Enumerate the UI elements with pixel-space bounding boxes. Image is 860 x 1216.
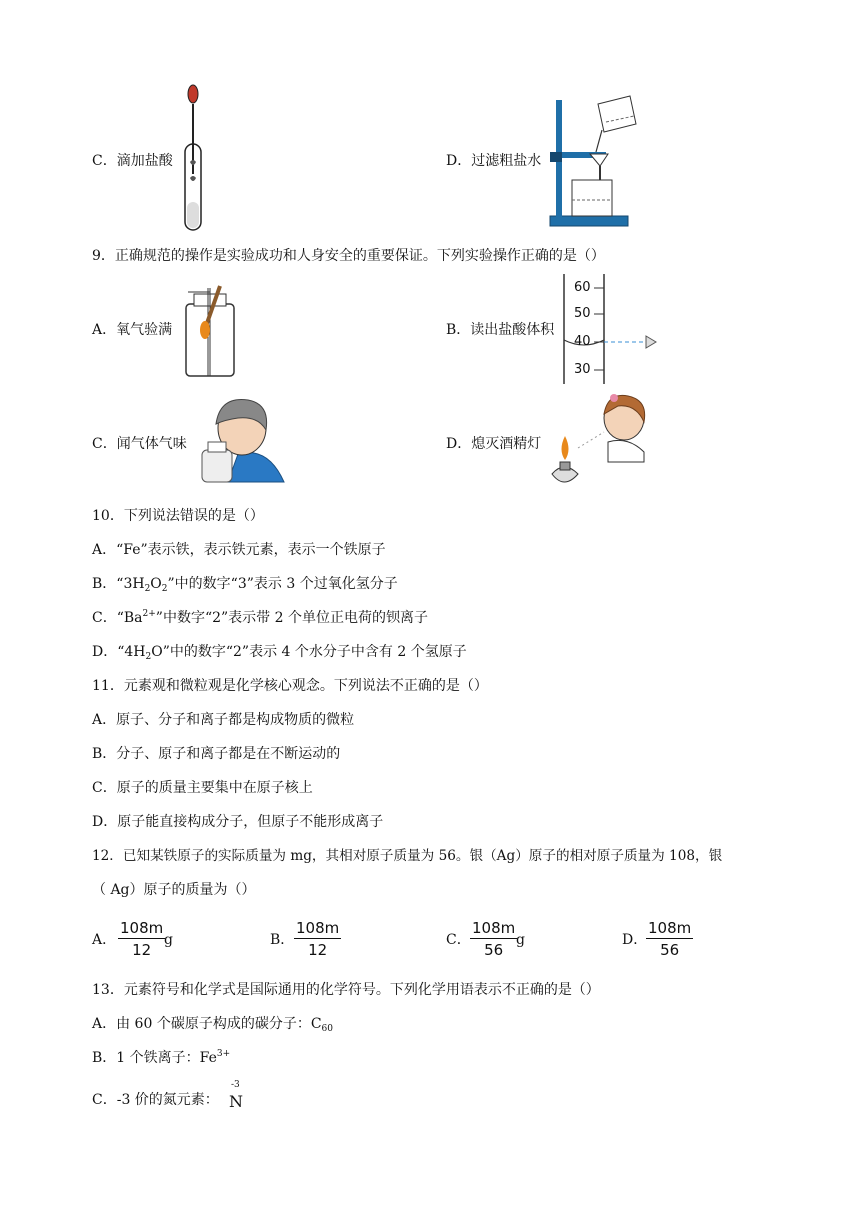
fraction-numerator: 108m (472, 919, 516, 937)
q12-option-b-fraction (294, 918, 341, 959)
cylinder-tick-40: 40 (574, 334, 591, 349)
q11-option-d: D．原子能直接构成分子，但原子不能形成离子 (92, 814, 384, 830)
fraction-numerator: 108m (120, 919, 164, 937)
q12-option-c-fraction (470, 918, 517, 959)
filtration-apparatus-illustration (546, 92, 642, 232)
q12-option-a-fraction (118, 918, 165, 959)
q10-option-d: D．“$4H_2O$”中的数字“2”表示 4 个水分子中含有 2 个氢原子 (92, 644, 467, 662)
q12-option-b-label: B． (270, 932, 295, 948)
q11-option-b: B．分子、原子和离子都是在不断运动的 (92, 746, 341, 762)
q9-stem: 9．正确规范的操作是实验成功和人身安全的重要保证。下列实验操作正确的是（） (92, 248, 605, 264)
q13-option-b: B．1 个铁离子：$Fe^{3+}$ (92, 1049, 231, 1066)
cylinder-tick-30: 30 (574, 362, 591, 377)
fraction-denominator: 56 (660, 941, 680, 959)
q11-stem: 11．元素观和微粒观是化学核心观念。下列说法不正确的是（） (92, 678, 488, 694)
q10-stem: 10．下列说法错误的是（） (92, 508, 264, 524)
q12-stem-line1: 12．已知某铁原子的实际质量为 mg，其相对原子质量为 56。银（Ag）原子的相对原子质量为 108，银 (92, 848, 723, 864)
q12-option-a-label: A． (92, 932, 117, 948)
q12-stem-line2: （ Ag）原子的质量为（） (92, 882, 256, 898)
q12-option-d-label: D． (622, 932, 648, 948)
q8-option-c: C．滴加盐酸 (92, 153, 173, 169)
fraction-numerator: 108m (296, 919, 340, 937)
q10-option-c: C．“$Ba^{2+}$”中数字“2”表示带 2 个单位正电荷的钡离子 (92, 609, 428, 626)
q8-option-d: D．过滤粗盐水 (446, 153, 542, 169)
q11-option-c: C．原子的质量主要集中在原子核上 (92, 780, 313, 796)
q9-option-a: A．氧气验满 (92, 322, 173, 338)
q13-option-a: A．由 60 个碳原子构成的碳分子：$C_{60}$ (92, 1016, 333, 1034)
q12-option-a-unit: g (164, 932, 173, 948)
q10-option-a: A．“Fe”表示铁，表示铁元素，表示一个铁原子 (92, 542, 386, 558)
nitrogen-symbol: N (229, 1092, 243, 1111)
q12-option-c-label: C． (446, 932, 471, 948)
girl-blowing-alcohol-lamp-illustration (548, 392, 652, 496)
fraction-numerator: 108m (648, 919, 692, 937)
fraction-denominator: 12 (308, 941, 328, 959)
cylinder-tick-60: 60 (574, 280, 591, 295)
valence-mark: -3 (231, 1080, 240, 1090)
fraction-denominator: 12 (132, 941, 152, 959)
q9-option-b: B．读出盐酸体积 (446, 322, 555, 338)
q12-option-c-unit: g (516, 932, 525, 948)
q9-option-c: C．闻气体气味 (92, 436, 187, 452)
graduated-cylinder-illustration (556, 270, 666, 388)
oxygen-bottle-test-illustration (180, 284, 240, 380)
q12-option-d-fraction (646, 918, 693, 959)
cylinder-tick-50: 50 (574, 306, 591, 321)
q10-option-b: B．“$3H_2O_2$”中的数字“3”表示 3 个过氧化氢分子 (92, 576, 398, 594)
dropper-test-tube-illustration (178, 84, 208, 236)
q9-option-d: D．熄灭酒精灯 (446, 436, 542, 452)
q13-stem: 13．元素符号和化学式是国际通用的化学符号。下列化学用语表示不正确的是（） (92, 982, 600, 998)
q11-option-a: A．原子、分子和离子都是构成物质的微粒 (92, 712, 355, 728)
q13-option-c: C．-3 价的氮元素： (92, 1092, 219, 1108)
fraction-denominator: 56 (484, 941, 504, 959)
boy-smelling-gas-illustration (198, 394, 286, 484)
